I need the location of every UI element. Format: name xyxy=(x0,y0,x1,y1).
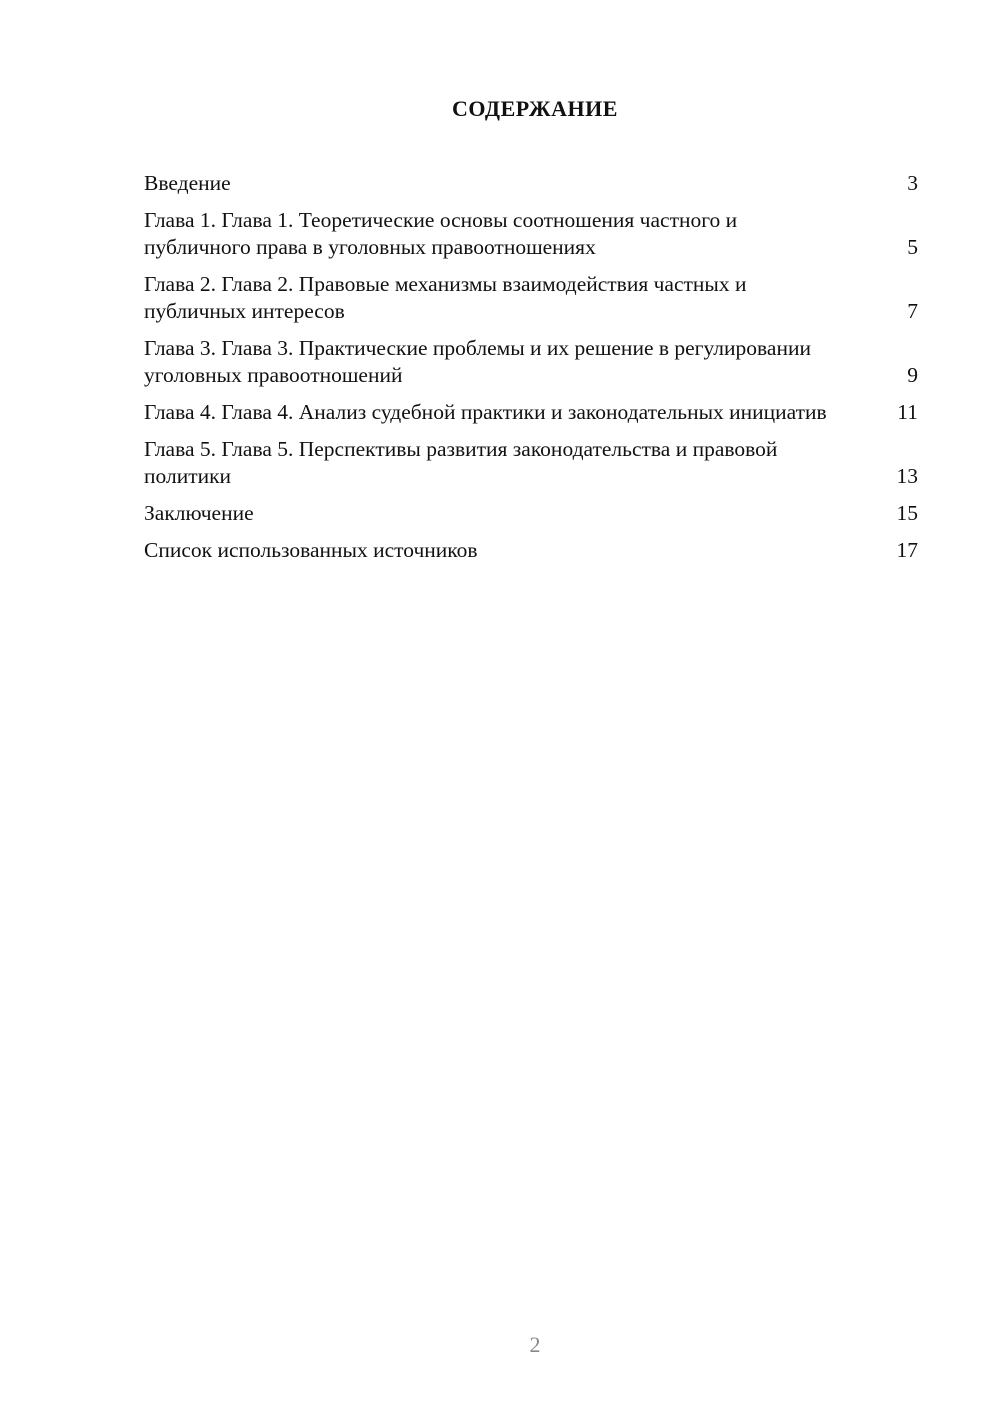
toc-entry-page: 15 xyxy=(896,501,918,525)
toc-entry-chapter-1 xyxy=(144,207,918,261)
toc-entry-chapter-5 xyxy=(144,436,918,490)
toc-entry-page: 11 xyxy=(897,400,918,424)
toc-entry-text: Глава 5. Глава 5. Перспективы развития законодательства и правовой политики xyxy=(144,437,778,488)
toc-entry-chapter-3 xyxy=(144,335,918,389)
toc-entry-references xyxy=(144,537,918,564)
toc-entry-page: 7 xyxy=(907,299,918,323)
toc-entry-introduction xyxy=(144,170,918,197)
toc-entry-page: 13 xyxy=(896,464,918,488)
toc-entry-page: 5 xyxy=(907,235,918,259)
toc-entry-text: Глава 3. Глава 3. Практические проблемы и их решение в регулировании уголовных правоотношений xyxy=(144,336,811,387)
toc-entry-chapter-4 xyxy=(144,399,918,426)
toc-entry-page: 17 xyxy=(896,538,918,562)
toc-entry-text: Заключение xyxy=(144,501,254,525)
toc-entry-text: Введение xyxy=(144,171,231,195)
toc-entry-text: Глава 4. Глава 4. Анализ судебной практики и законодательных инициатив xyxy=(144,400,827,424)
table-of-contents xyxy=(144,170,918,574)
page-number: 2 xyxy=(529,1332,541,1357)
toc-entry-page: 9 xyxy=(907,363,918,387)
toc-entry-conclusion xyxy=(144,500,918,527)
toc-entry-text: Список использованных источников xyxy=(144,538,478,562)
page-title: СОДЕРЖАНИЕ xyxy=(452,96,618,121)
toc-entry-text: Глава 1. Глава 1. Теоретические основы соотношения частного и публичного права в уголовных правоотношениях xyxy=(144,208,738,259)
toc-entry-text: Глава 2. Глава 2. Правовые механизмы взаимодействия частных и публичных интересов xyxy=(144,272,747,323)
toc-entry-chapter-2 xyxy=(144,271,918,325)
toc-entry-page: 3 xyxy=(907,171,918,195)
